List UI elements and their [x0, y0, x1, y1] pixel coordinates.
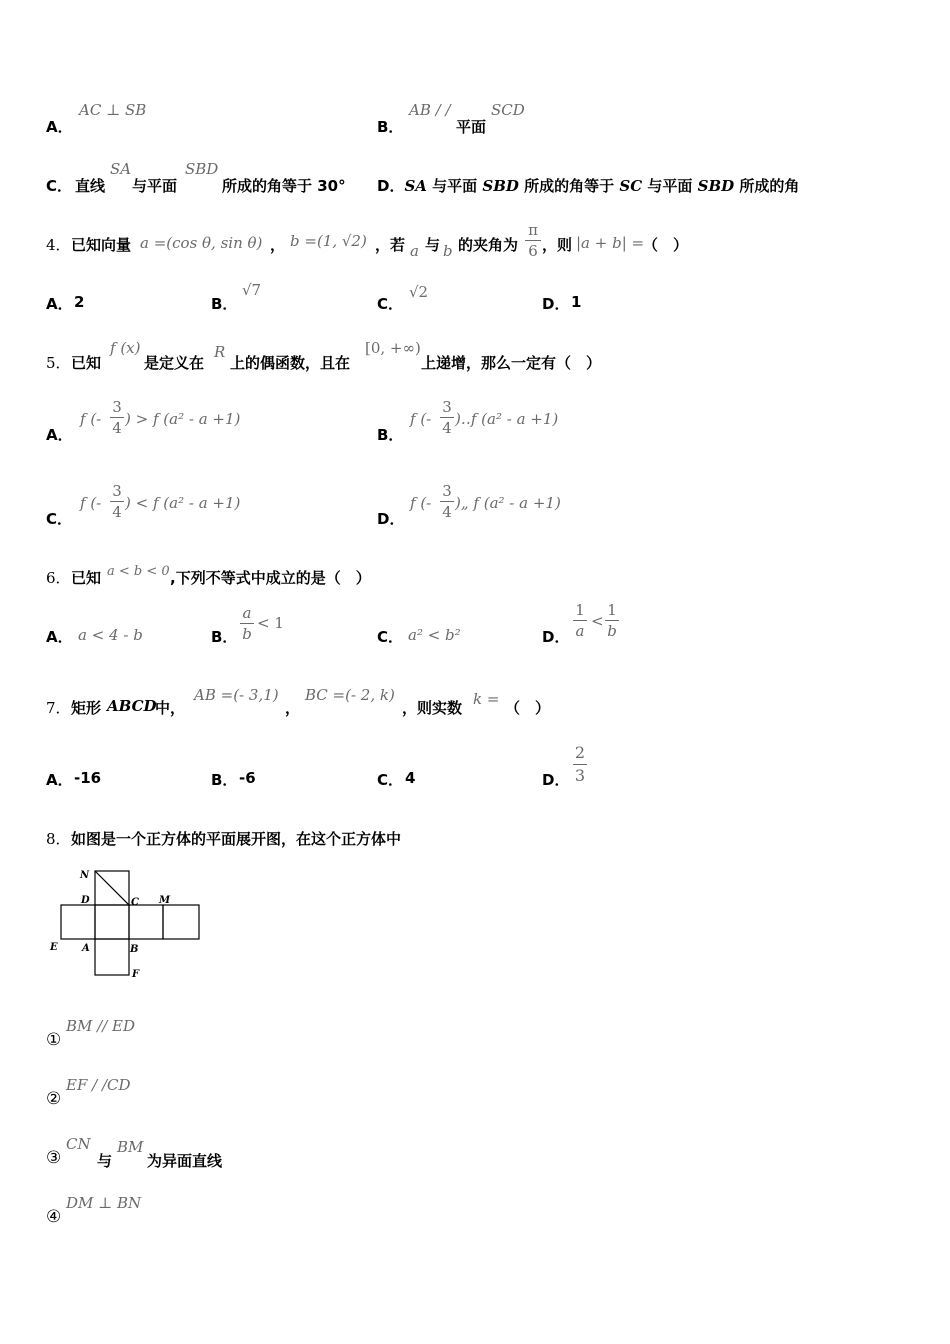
q4-text1: 已知向量: [71, 236, 132, 254]
q4-vector-a-def: a =(cos θ, sin θ): [140, 234, 263, 252]
q6-option-a-label: A．: [46, 628, 73, 646]
q4-option-c-label: C．: [377, 295, 404, 313]
q7-option-c-label: C．: [377, 771, 404, 789]
net-square-right1: [129, 905, 163, 939]
fraction-bar: [110, 501, 124, 502]
q5-option-b-label: B．: [377, 426, 404, 444]
fraction-denominator: 4: [442, 503, 452, 521]
prev-option-b-expr2: SCD: [491, 101, 525, 119]
q5-option-b-pre: f (-: [410, 410, 432, 428]
q6-option-c-label: C．: [377, 628, 404, 646]
label-n: N: [80, 870, 90, 881]
fraction-numerator: a: [242, 604, 252, 622]
q8-item1-expr: BM // ED: [66, 1017, 136, 1035]
label-f: F: [132, 969, 140, 980]
q7-vector-bc: BC =(- 2, k): [305, 686, 395, 704]
q4-option-c-value: √2: [409, 283, 429, 301]
fraction-numerator: 1: [575, 601, 585, 619]
q5-option-c-fraction: [110, 482, 124, 521]
prev-option-d-expr2: SBD: [482, 177, 519, 195]
label-b: B: [130, 944, 139, 955]
q5-text2: 是定义在: [144, 354, 205, 372]
prev-option-a-label: A．: [46, 118, 73, 136]
q4-option-a-label: A．: [46, 295, 73, 313]
q6-option-b-label: B．: [211, 628, 238, 646]
net-square-left: [61, 905, 95, 939]
fraction-denominator: 4: [112, 503, 122, 521]
q4-text5: ，则: [542, 236, 573, 254]
q4-a: a: [410, 242, 419, 260]
fraction-bar: [605, 620, 619, 621]
q5-option-c-pre: f (-: [80, 494, 102, 512]
fraction-numerator: 3: [112, 398, 122, 416]
q4-angle-numerator: π: [528, 221, 538, 239]
fraction-denominator: 4: [442, 419, 452, 437]
q6-option-b-fraction: [240, 604, 254, 643]
q5-option-a-label: A．: [46, 426, 73, 444]
fraction-bar: [440, 417, 454, 418]
net-square-bottom: [95, 939, 129, 975]
q5-option-b-fraction: [440, 398, 454, 437]
q7-text2: 中，: [155, 699, 186, 717]
prev-option-c-expr1: SA: [110, 160, 132, 178]
q6-option-d-fraction1: [573, 601, 587, 640]
net-square-center: [95, 905, 129, 939]
fraction-bar: [573, 620, 587, 621]
q5-number: 5．: [46, 354, 71, 372]
q7-option-c-value: 4: [405, 769, 416, 787]
fraction-bar: [525, 240, 541, 241]
q6-text1: 已知: [71, 569, 102, 587]
q6-option-b-rest: < 1: [257, 614, 284, 632]
prev-option-d-expr1: SA: [404, 177, 427, 195]
q4-angle-fraction: [525, 221, 541, 260]
prev-option-d-text4: 所成的角: [734, 177, 800, 195]
fraction-denominator: a: [575, 622, 585, 640]
fraction-numerator: 3: [442, 482, 452, 500]
q7-option-b-label: B．: [211, 771, 238, 789]
q6-condition: a < b < 0: [107, 564, 170, 579]
q5-function: f (x): [110, 339, 141, 357]
q7-option-a-value: -16: [74, 769, 102, 787]
q5-option-d-pre: f (-: [410, 494, 432, 512]
q5-option-a-post: ) > f (a² - a +1): [125, 410, 241, 428]
q7-paren: （ ）: [505, 699, 551, 717]
prev-option-c-text3: 所成的角等于 30°: [222, 177, 346, 195]
q5-option-d-post: )„ f (a² - a +1): [455, 494, 561, 512]
q5-option-d-fraction: [440, 482, 454, 521]
q7-text3: ，则实数: [402, 699, 463, 717]
label-a: A: [82, 943, 90, 954]
fraction-numerator: 2: [574, 743, 586, 762]
q4-comma: ，: [270, 236, 286, 254]
q7-comma: ，: [285, 699, 301, 717]
q6-option-d-fraction2: [605, 601, 619, 640]
q4-text4: 的夹角为: [458, 236, 519, 254]
q7-vector-ab: AB =(- 3,1): [194, 686, 279, 704]
fraction-bar: [573, 764, 587, 765]
prev-option-c-text1: 直线: [75, 177, 106, 195]
label-m: M: [159, 895, 171, 906]
q7-k-expr: k =: [473, 690, 500, 708]
fraction-bar: [110, 417, 124, 418]
fraction-numerator: 3: [112, 482, 122, 500]
fraction-denominator: b: [242, 625, 252, 643]
q4-abs-expr: |a + b| =: [576, 234, 645, 252]
q4-number: 4．: [46, 236, 71, 254]
q8-item2-marker: ②: [46, 1089, 62, 1109]
prev-option-c-label: C．: [46, 177, 73, 195]
cube-net-figure: [45, 865, 210, 983]
q7-number: 7．: [46, 699, 71, 717]
net-diagonal-nc: [95, 871, 129, 905]
q4-text2: ，若: [375, 236, 406, 254]
prev-option-b-expr1: AB / /: [409, 101, 451, 119]
prev-option-d: [377, 175, 799, 196]
q7-text1: 矩形: [71, 699, 102, 717]
q8-item2-expr: EF / /CD: [66, 1076, 131, 1094]
label-e: E: [50, 942, 58, 953]
fraction-denominator: b: [607, 622, 617, 640]
q5-option-c-post: ) < f (a² - a +1): [125, 494, 241, 512]
q4-b: b: [443, 242, 453, 260]
q5-interval: [0, +∞): [365, 339, 421, 357]
q8-item1-marker: ①: [46, 1030, 62, 1050]
q8-text1: 如图是一个正方体的平面展开图，在这个正方体中: [71, 830, 402, 848]
q8-item3-expr2: BM: [117, 1138, 144, 1156]
prev-option-d-text3: 与平面: [642, 177, 698, 195]
prev-option-d-expr3: SC: [619, 177, 643, 195]
q5-text4: 上递增，那么一定有（ ）: [421, 354, 602, 372]
q8-item4-marker: ④: [46, 1207, 62, 1227]
q7-option-a-label: A．: [46, 771, 73, 789]
q5-domain: R: [214, 343, 226, 361]
fraction-numerator: 1: [607, 601, 617, 619]
net-square-right2: [163, 905, 199, 939]
prev-option-d-label: D．: [377, 177, 405, 195]
q4-paren: （ ）: [643, 236, 689, 254]
q4-text3: 与: [425, 236, 441, 254]
prev-option-d-expr4: SBD: [697, 177, 735, 195]
q4-option-d-value: 1: [571, 293, 582, 311]
q6-number: 6．: [46, 569, 71, 587]
prev-option-b-text: 平面: [456, 118, 487, 136]
fraction-denominator: 3: [574, 766, 586, 785]
q4-angle-denominator: 6: [528, 242, 538, 260]
q6-option-d-lt: <: [591, 612, 604, 630]
q8-item4-expr: DM ⊥ BN: [66, 1194, 142, 1212]
q6-text2: ,下列不等式中成立的是（ ）: [170, 569, 371, 587]
q5-option-a-fraction: [110, 398, 124, 437]
prev-option-d-text2: 所成的角等于: [518, 177, 620, 195]
fraction-denominator: 4: [112, 419, 122, 437]
q5-option-d-label: D．: [377, 510, 405, 528]
q5-text3: 上的偶函数，且在: [230, 354, 351, 372]
q8-item3-text2: 为异面直线: [147, 1152, 223, 1170]
prev-option-c-text2: 与平面: [132, 177, 178, 195]
fraction-numerator: 3: [442, 398, 452, 416]
label-c: C: [131, 897, 139, 908]
q7-rectangle-name: ABCD: [107, 697, 157, 715]
q4-option-a-value: 2: [74, 293, 85, 311]
q4-option-b-label: B．: [211, 295, 238, 313]
prev-option-d-text1: 与平面: [426, 177, 483, 195]
q5-option-c-label: C．: [46, 510, 73, 528]
q4-option-b-value: √7: [242, 281, 262, 299]
q7-option-d-fraction: [573, 743, 587, 786]
fraction-bar: [440, 501, 454, 502]
q4-option-d-label: D．: [542, 295, 570, 313]
q4-vector-b-def: b =(1, √2): [290, 232, 367, 250]
label-d: D: [81, 895, 90, 906]
prev-option-c-expr2: SBD: [185, 160, 219, 178]
fraction-bar: [240, 623, 254, 624]
q5-text1: 已知: [71, 354, 102, 372]
prev-option-a-expr: AC ⊥ SB: [79, 101, 147, 119]
q8-item3-marker: ③: [46, 1148, 62, 1168]
q7-option-b-value: -6: [239, 769, 256, 787]
q5-option-a-pre: f (-: [80, 410, 102, 428]
q8-number: 8．: [46, 830, 71, 848]
q6-option-a-expr: a < 4 - b: [78, 626, 143, 644]
q7-option-d-label: D．: [542, 771, 570, 789]
q8-item3-expr: CN: [66, 1135, 91, 1153]
q6-option-d-label: D．: [542, 628, 570, 646]
q5-option-b-post: )‥f (a² - a +1): [455, 410, 559, 428]
q8-item3-text: 与: [97, 1152, 113, 1170]
prev-option-b-label: B．: [377, 118, 404, 136]
q6-option-c-expr: a² < b²: [408, 626, 461, 644]
